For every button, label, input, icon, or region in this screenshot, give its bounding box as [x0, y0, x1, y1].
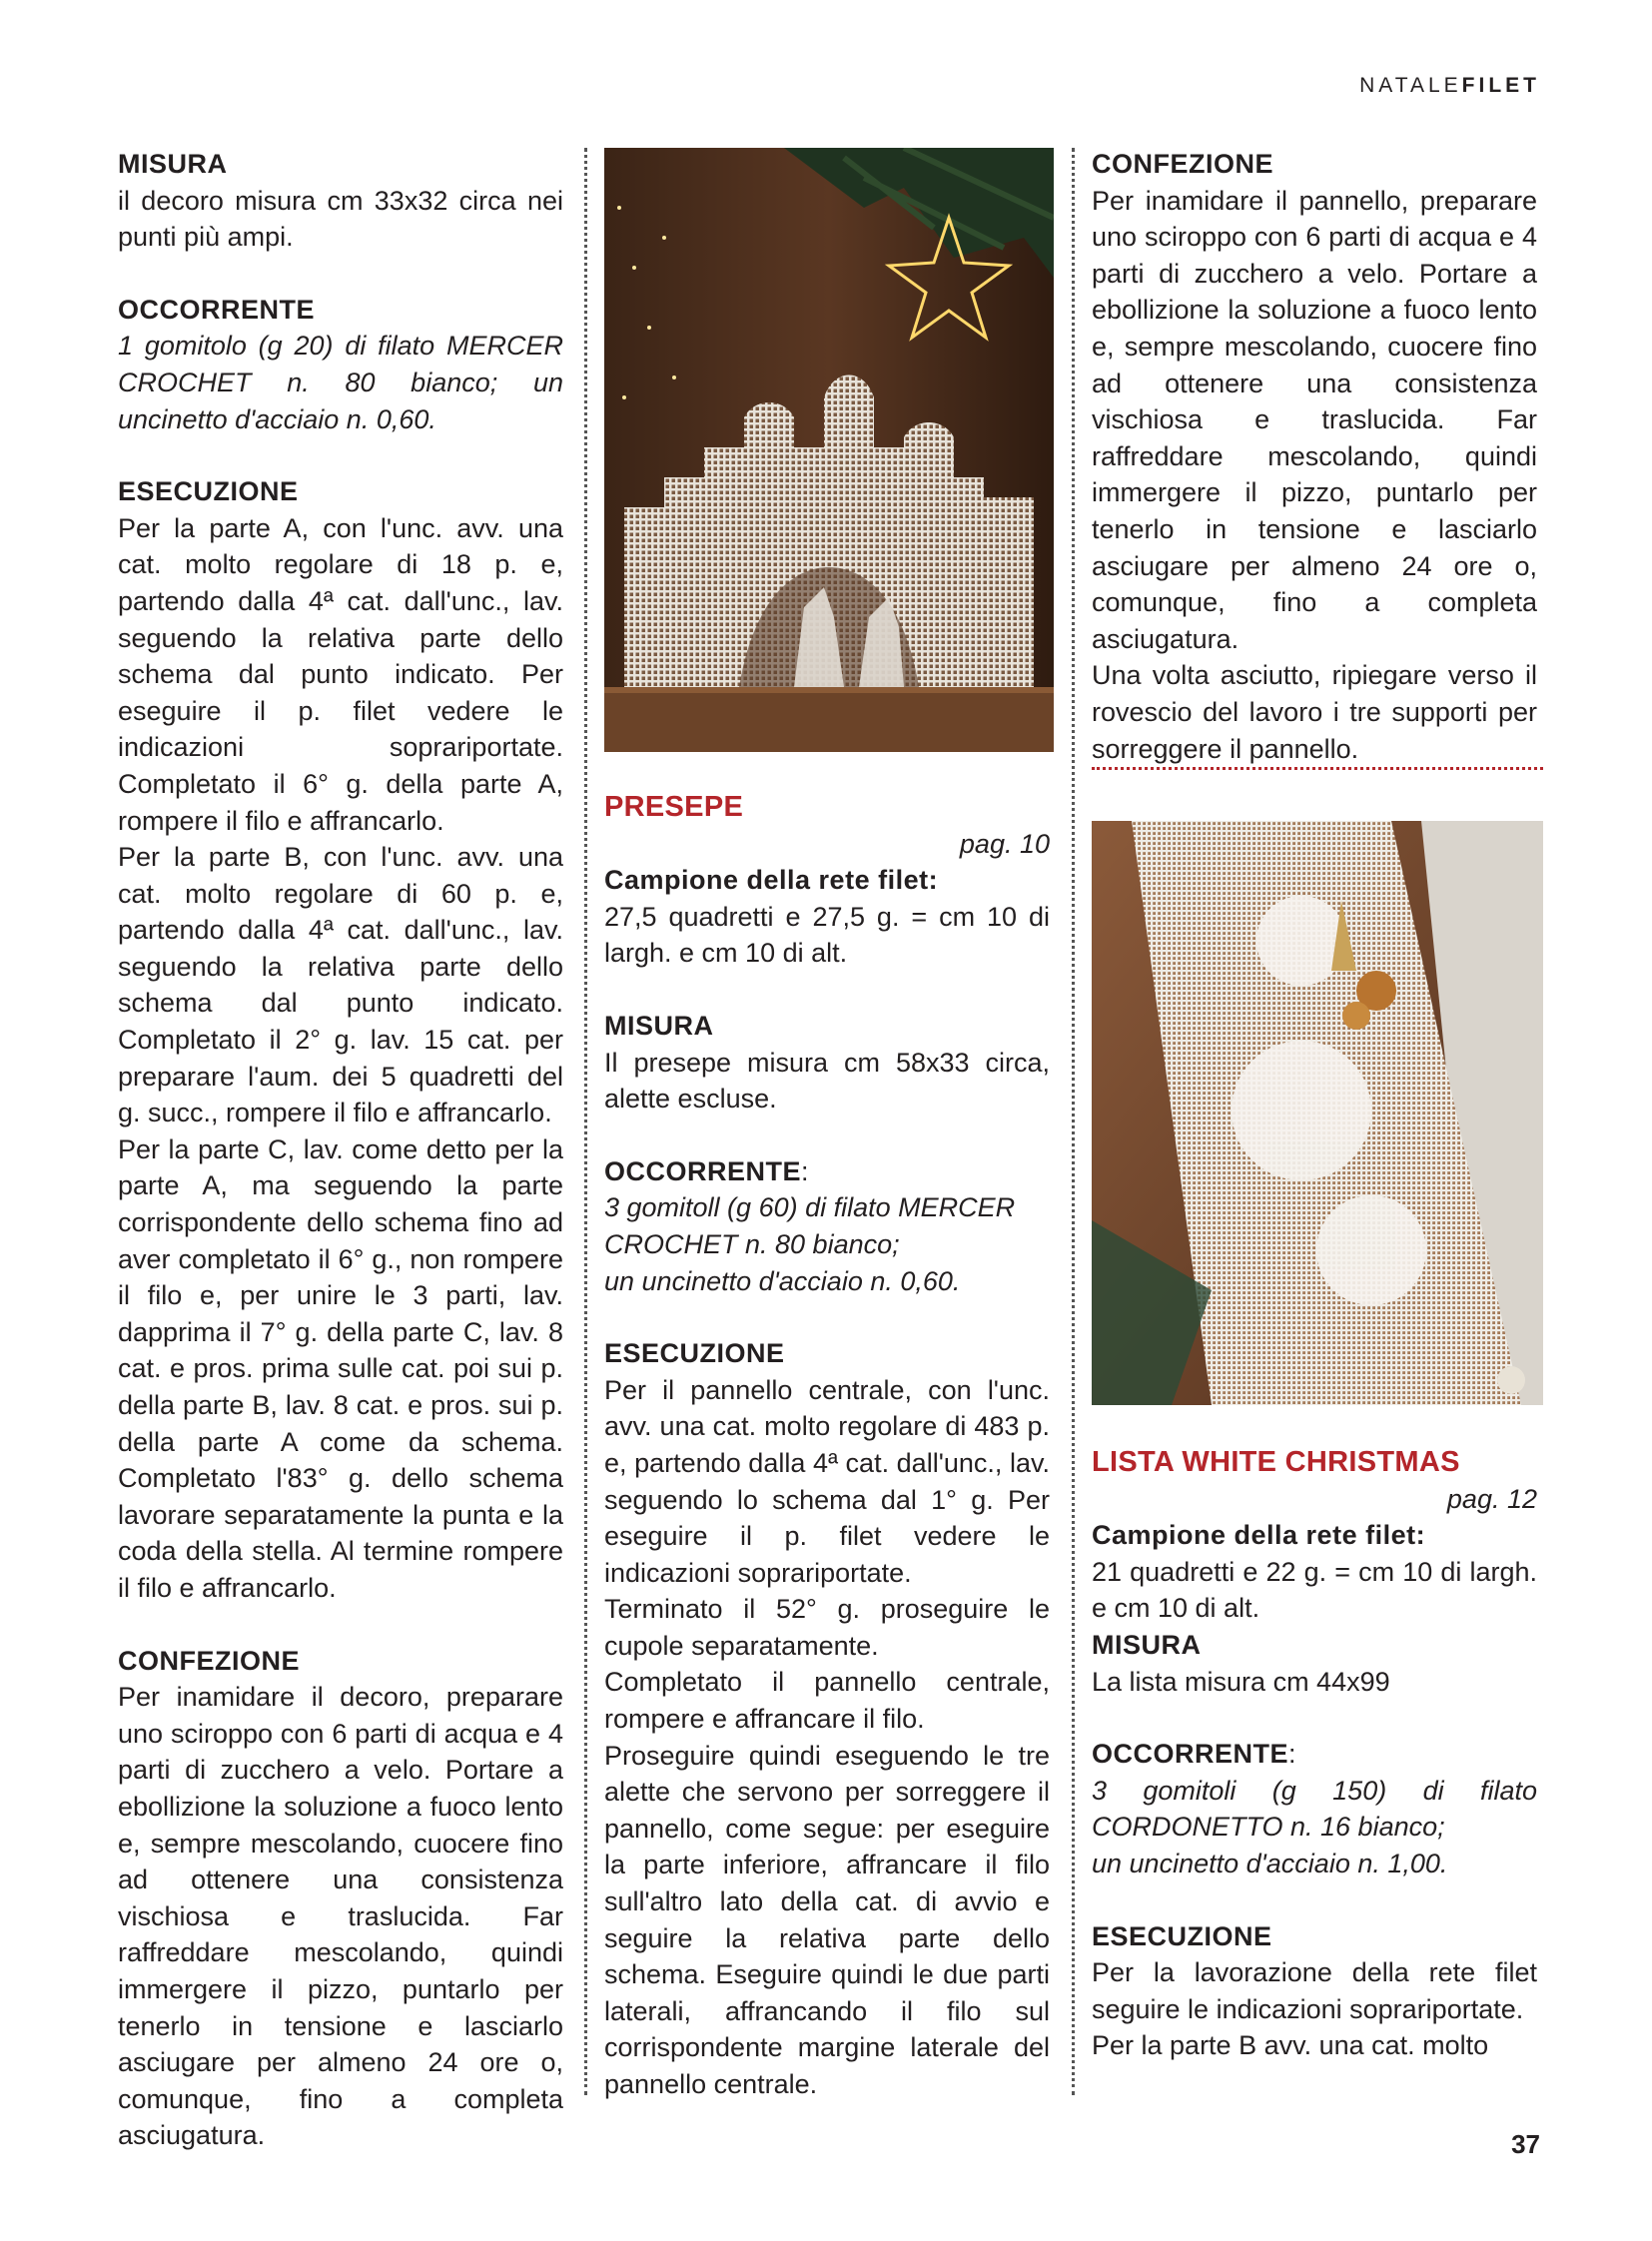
esecuzione-p4: Proseguire quindi eseguendo le tre alette che servono per sorreggere il pannello, come segue: per eseguire la parte inferiore, affrancare il filo sull'altro lato della cat. di avvio e seguire la relativa parte dello schema. Eseguire quindi le due parti laterali, affrancando il filo sul corrispondente margine laterale del pannello centrale.	[604, 1740, 1050, 2099]
column-1	[118, 146, 563, 2154]
lista-photo	[1092, 821, 1543, 1405]
esecuzione-part-b: Per la parte B, con l'unc. avv. una cat. molto regolare di 60 p. e, partendo dalla 4ª cat. dall'unc., lav. seguendo la relativa parte dello schema dal punto indicato. Completato il 2° g. lav. 15 cat. per preparare l'aum. dei 5 quadretti del g. succ., rompere il filo e affrancarlo.	[118, 842, 563, 1128]
header-section: NATALE	[1359, 74, 1462, 97]
esecuzione-part-c: Per la parte C, lav. come detto per la parte A, ma seguendo la parte corrispondente dello schema fino ad aver completato il 6° g., non rompere il filo e, per unire le 3 parti, lav. dapprima il 7° g. della parte C, lav. 8 cat. e pros. prima sulle cat. poi sui p. della parte B, lav. 8 cat. e pros. sui p. della parte A come da schema. Completato l'83° g. dello schema lavorare separatamente la punta e la coda della stella. Al termine rompere il filo e affrancarlo.	[118, 1133, 563, 1603]
column-divider-1	[584, 148, 587, 2095]
lista-title: LISTA WHITE CHRISTMAS	[1092, 1446, 1460, 1478]
occorrente-heading: OCCORRENTE	[604, 1155, 802, 1186]
occorrente-yarn: 3 gomitoll (g 60) di filato MERCER CROCHET n. 80 bianco;	[604, 1192, 1016, 1259]
lista-page-ref: pag. 12	[1446, 1483, 1537, 1514]
section-divider	[1092, 767, 1543, 770]
occorrente-hook: un uncinetto d'acciaio n. 1,00.	[1092, 1848, 1448, 1878]
occorrente-colon: :	[801, 1155, 809, 1186]
occorrente-heading: OCCORRENTE	[1092, 1739, 1289, 1770]
column-3-bottom	[1092, 1444, 1537, 2064]
esecuzione-p2: Terminato il 52° g. proseguire le cupole separatamente.	[604, 1594, 1050, 1661]
campione-text: 27,5 quadretti e 27,5 g. = cm 10 di largh. e cm 10 di alt.	[604, 901, 1050, 969]
column-2	[604, 789, 1050, 2103]
column-3-top	[1092, 146, 1537, 767]
misura-heading: MISURA	[1092, 1629, 1202, 1660]
misura-text: Il presepe misura cm 58x33 circa, alette escluse.	[604, 1047, 1050, 1115]
misura-heading: MISURA	[118, 149, 228, 179]
confezione-text-2: Una volta asciutto, ripiegare verso il rovescio del lavoro i tre supporti per sorreggere il pannello.	[1092, 660, 1537, 764]
occorrente-hook: un uncinetto d'acciaio n. 0,60.	[604, 1265, 961, 1296]
presepe-photo	[604, 148, 1054, 752]
column-divider-2	[1072, 148, 1075, 2095]
esecuzione-p2: Per la parte B avv. una cat. molto	[1092, 2030, 1489, 2061]
confezione-text: Per inamidare il pannello, preparare uno sciroppo con 6 parti di acqua e 4 parti di zucchero a velo. Portare a ebollizione la soluzione a fuoco lento e, sempre mescolando, cuocere fino ad ottenere una consistenza vischiosa e traslucida. Far raffreddare mescolando, quindi immergere il pizzo, puntarlo per tenerlo in tensione e lasciarlo asciugare per almeno 24 ore o, comunque, fino a completa asciugatura.	[1092, 185, 1537, 654]
presepe-title: PRESEPE	[604, 791, 744, 823]
campione-heading: Campione della rete filet:	[1092, 1520, 1426, 1551]
esecuzione-heading: ESECUZIONE	[118, 476, 299, 507]
occorrente-yarn: 3 gomitoli (g 150) di filato CORDONETTO n. 16 bianco;	[1092, 1775, 1537, 1843]
esecuzione-heading: ESECUZIONE	[604, 1338, 785, 1369]
esecuzione-p3: Completato il pannello centrale, rompere e affrancare il filo.	[604, 1667, 1050, 1735]
esecuzione-part-a: Per la parte A, con l'unc. avv. una cat. molto regolare di 18 p. e, partendo dalla 4ª cat. dall'unc., lav. seguendo la relativa parte dello schema dal punto indicato. Per eseguire il p. filet vedere le indicazioni soprariportate. Completato il 6° g. della parte A, rompere il filo e affrancarlo.	[118, 512, 563, 836]
running-header	[1359, 74, 1540, 98]
misura-text: La lista misura cm 44x99	[1092, 1666, 1390, 1697]
confezione-text: Per inamidare il decoro, preparare uno sciroppo con 6 parti di acqua e 4 parti di zucchero a velo. Portare a ebollizione la soluzione a fuoco lento e, sempre mescolando, cuocere fino ad ottenere una consistenza vischiosa e traslucida. Far raffreddare mescolando, quindi immergere il pizzo, puntarlo per tenerlo in tensione e lasciarlo asciugare per almeno 24 ore o, comunque, fino a completa asciugatura.	[118, 1682, 563, 2151]
esecuzione-p1: Per il pannello centrale, con l'unc. avv. una cat. molto regolare di 483 p. e, partendo dalla 4ª cat. dall'unc., lav. seguendo lo schema dal 1° g. Per eseguire il p. filet vedere le indicazioni soprariportate.	[604, 1374, 1050, 1588]
occorrente-text: 1 gomitolo (g 20) di filato MERCER CROCHET n. 80 bianco; un uncinetto d'acciaio n. 0,60.	[118, 331, 563, 434]
misura-text: il decoro misura cm 33x32 circa nei punti più ampi.	[118, 185, 563, 253]
page-number: 37	[1511, 2129, 1540, 2159]
header-topic: FILET	[1461, 74, 1540, 97]
confezione-heading: CONFEZIONE	[118, 1645, 301, 1676]
campione-heading: Campione della rete filet:	[604, 865, 939, 896]
esecuzione-p1: Per la lavorazione della rete filet seguire le indicazioni soprariportate.	[1092, 1957, 1537, 2024]
occorrente-heading: OCCORRENTE	[118, 294, 316, 325]
confezione-heading: CONFEZIONE	[1092, 149, 1274, 179]
esecuzione-heading: ESECUZIONE	[1092, 1920, 1272, 1951]
campione-text: 21 quadretti e 22 g. = cm 10 di largh. e cm 10 di alt.	[1092, 1556, 1537, 1624]
occorrente-colon: :	[1288, 1739, 1296, 1770]
misura-heading: MISURA	[604, 1010, 714, 1041]
presepe-page-ref: pag. 10	[959, 828, 1050, 859]
